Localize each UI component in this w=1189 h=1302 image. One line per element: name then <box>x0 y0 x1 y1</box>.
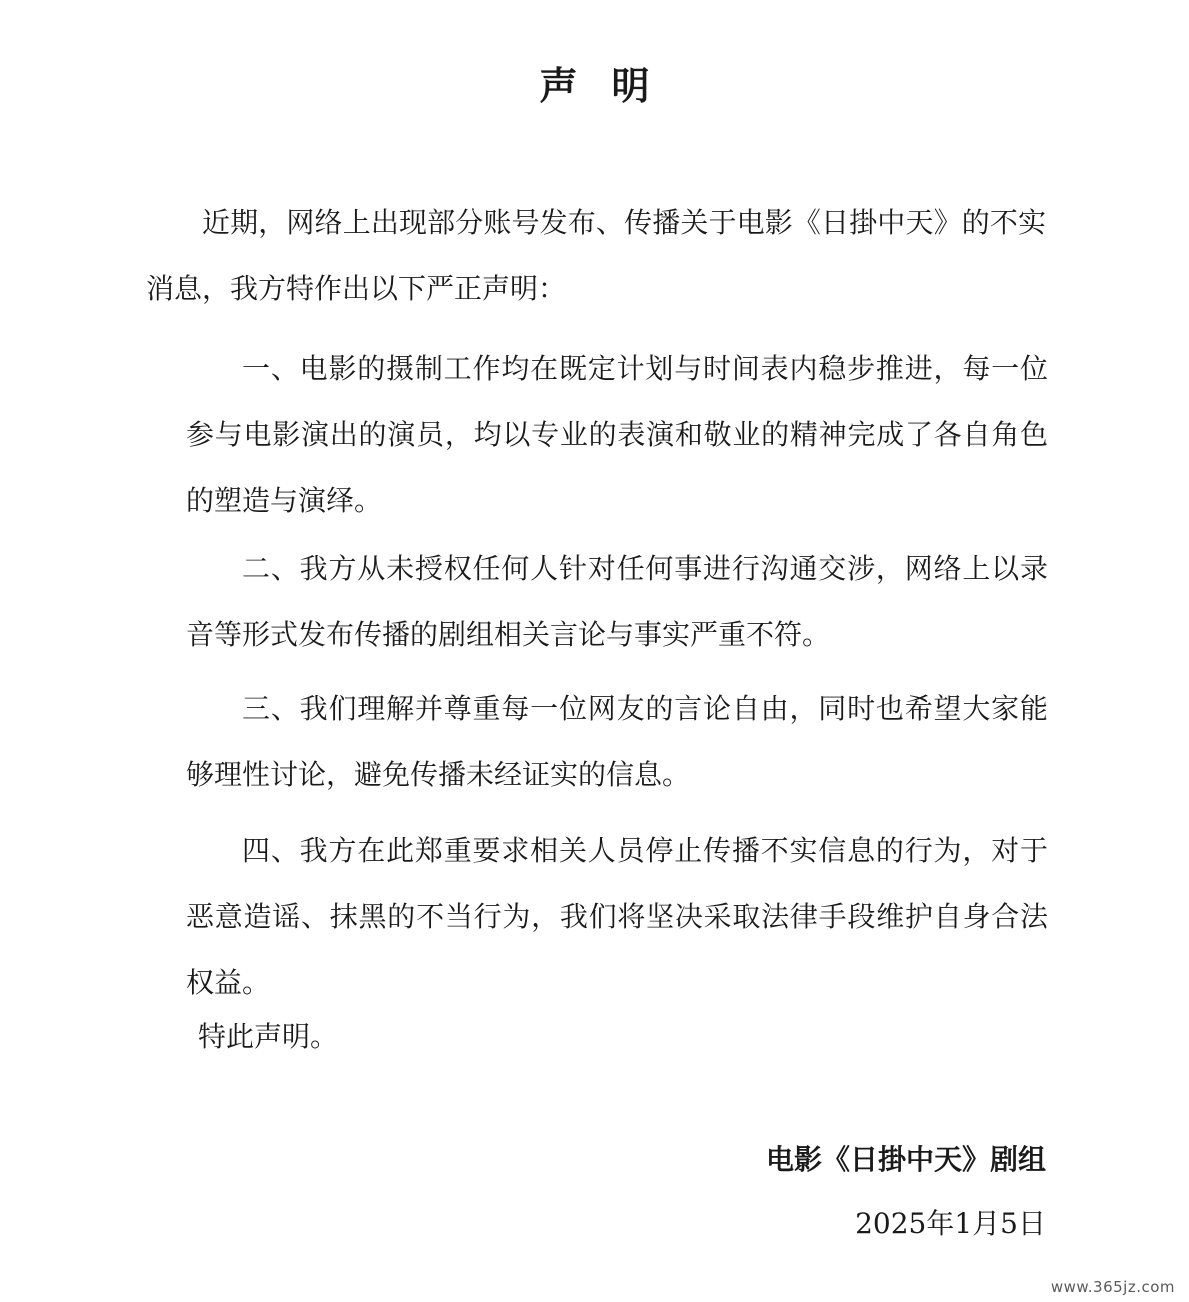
closing-line: 特此声明。 <box>198 1020 339 1053</box>
signature: 电影《日掛中天》剧组 <box>765 1143 1046 1176</box>
intro-paragraph: 近期，网络上出现部分账号发布、传播关于电影《日掛中天》的不实消息，我方特作出以下严正声明： <box>146 206 1046 305</box>
watermark: www.365jz.com <box>1050 1278 1175 1296</box>
statement-item-3: 三、我们理解并尊重每一位网友的言论自由，同时也希望大家能够理性讨论，避免传播未经证实的信息。 <box>186 692 1048 791</box>
date: 2025年1月5日 <box>855 1207 1046 1240</box>
statement-item-2: 二、我方从未授权任何人针对任何事进行沟通交涉，网络上以录音等形式发布传播的剧组相关言论与事实严重不符。 <box>186 552 1048 651</box>
statement-item-4: 四、我方在此郑重要求相关人员停止传播不实信息的行为，对于恶意造谣、抹黑的不当行为，我们将坚决采取法律手段维护自身合法权益。 <box>186 834 1048 999</box>
statement-item-1: 一、电影的摄制工作均在既定计划与时间表内稳步推进，每一位参与电影演出的演员，均以专业的表演和敬业的精神完成了各自角色的塑造与演绎。 <box>186 352 1048 517</box>
document-title: 声明 <box>539 63 684 108</box>
